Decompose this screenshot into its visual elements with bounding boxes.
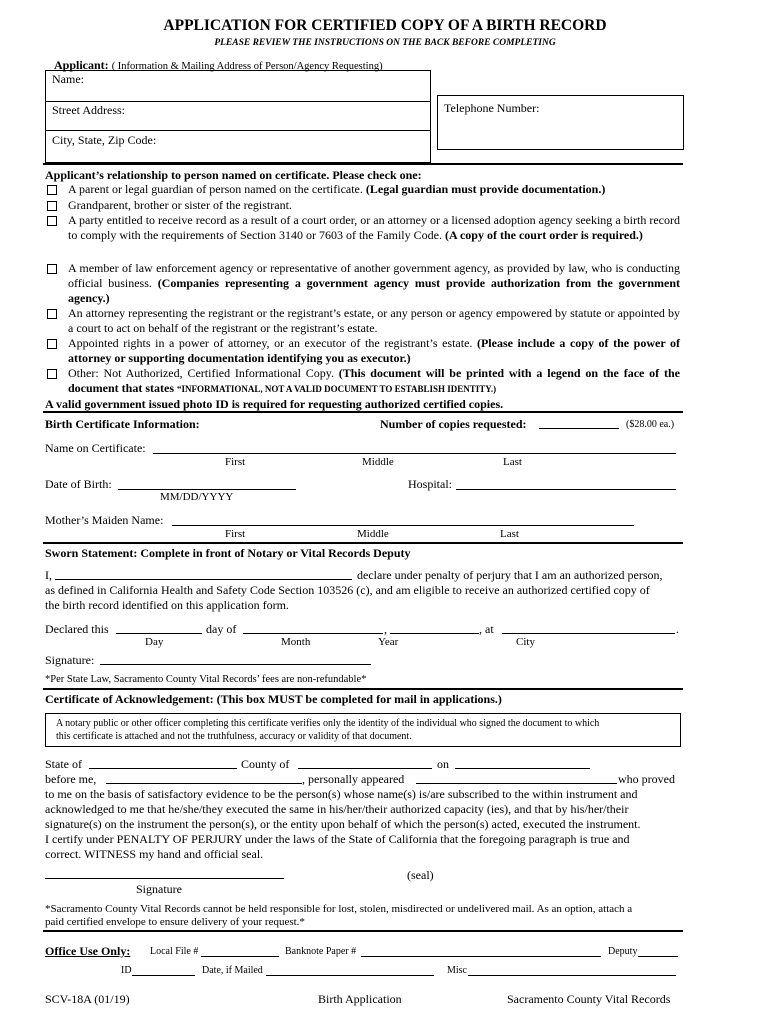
office-use-label: Office Use Only: [45, 944, 131, 958]
checkbox-option-law-enforcement[interactable] [47, 264, 57, 274]
birth-info-heading: Birth Certificate Information: [45, 417, 200, 431]
relationship-heading: Applicant’s relationship to person named on certificate. Please check one: [45, 168, 422, 182]
hospital-label: Hospital: [408, 477, 452, 491]
ack-body-5: correct. WITNESS my hand and official seal. [45, 847, 264, 861]
copies-label: Number of copies requested: [380, 417, 527, 431]
year-label: Year [378, 636, 399, 648]
checkbox-option-power-of-attorney[interactable] [47, 339, 57, 349]
form-number: SCV-18A (01/19) [45, 992, 130, 1006]
on-label: on [437, 757, 449, 771]
sworn-line-2: as defined in California Health and Safety Code Section 103526 (c), and am eligible to receive an authorized certified copy of [45, 583, 650, 597]
notary-signature-input[interactable] [45, 878, 284, 879]
banknote-label: Banknote Paper # [285, 946, 357, 957]
officer-input[interactable] [106, 783, 302, 784]
option-parent: A parent or legal guardian of person named on the certificate. (Legal guardian must provide documentation.) [68, 182, 606, 196]
name-on-certificate-label: Name on Certificate: [45, 441, 146, 455]
maiden-first-label: First [225, 528, 246, 540]
form-title: APPLICATION FOR CERTIFIED COPY OF A BIRTH RECORD [163, 17, 607, 34]
dob-input[interactable] [118, 489, 296, 490]
id-label: ID [121, 965, 132, 976]
banknote-input[interactable] [361, 956, 601, 957]
fees-note: *Per State Law, Sacramento County Vital Records’ fees are non-refundable* [45, 674, 367, 685]
checkbox-option-court-order[interactable] [47, 216, 57, 226]
dob-format: MM/DD/YYYY [160, 491, 234, 503]
maiden-label: Mother’s Maiden Name: [45, 513, 164, 527]
sworn-declare: declare under penalty of perjury that I am an authorized person, [357, 568, 663, 582]
deputy-label: Deputy [608, 946, 638, 957]
signature-input[interactable] [100, 664, 371, 665]
option-court-order: A party entitled to receive record as a result of a court order, or an attorney or a licensed adoption agency seeking a birth record to comply with the requirements of Section 3140 or 7603 of the Family Code. (A copy of the court order is required.) [68, 213, 680, 242]
day-label: Day [145, 636, 164, 648]
notary-note-2: this certificate is attached and not the truthfulness, accuracy or validity of that document. [56, 731, 412, 742]
checkbox-option-attorney[interactable] [47, 309, 57, 319]
option-attorney: An attorney representing the registrant or the registrant’s estate, or any person or agency empowered by statute or appointed by a court to act on behalf of the registrant or the registrant’s estate. [68, 306, 680, 335]
sworn-heading: Sworn Statement: Complete in front of Notary or Vital Records Deputy [45, 546, 411, 560]
first-label: First [225, 456, 246, 468]
middle-label: Middle [362, 456, 394, 468]
declared-month-input[interactable] [243, 633, 383, 634]
maiden-middle-label: Middle [357, 528, 389, 540]
local-file-label: Local File # [150, 946, 199, 957]
option-informational: Other: Not Authorized, Certified Informational Copy. (This document will be printed with a legend on the face of the document that states “INFORMATIONAL, NOT A VALID DOCUMENT TO ESTABLISH IDENTITY.) [68, 366, 680, 395]
hospital-input[interactable] [456, 489, 676, 490]
notary-note-1: A notary public or other officer completing this certificate verifies only the identity of the individual who signed the document to which [56, 718, 600, 729]
maiden-input[interactable] [172, 525, 634, 526]
comma: , [384, 622, 387, 636]
id-input[interactable] [132, 975, 195, 976]
personally-appeared-label: , personally appeared [302, 772, 405, 786]
telephone-label: Telephone Number: [444, 101, 540, 115]
declared-label: Declared this [45, 622, 109, 636]
last-label: Last [503, 456, 522, 468]
sworn-name-input[interactable] [55, 579, 352, 580]
ack-body-4: I certify under PENALTY OF PERJURY under the laws of the State of California that the foregoing paragraph is true and [45, 832, 630, 846]
local-file-input[interactable] [201, 956, 279, 957]
city-field[interactable]: City, State, Zip Code: [52, 133, 157, 147]
county-of-label: County of [241, 757, 290, 771]
on-date-input[interactable] [455, 768, 590, 769]
sworn-line-3: the birth record identified on this application form. [45, 598, 289, 612]
misc-input[interactable] [468, 975, 676, 976]
checkbox-option-grandparent[interactable] [47, 201, 57, 211]
state-of-label: State of [45, 757, 82, 771]
date-mailed-label: Date, if Mailed [202, 965, 263, 976]
maiden-last-label: Last [500, 528, 519, 540]
dob-label: Date of Birth: [45, 477, 112, 491]
declared-year-input[interactable] [390, 633, 479, 634]
month-label: Month [281, 636, 311, 648]
name-on-certificate-input[interactable] [153, 453, 676, 454]
period: . [676, 622, 679, 636]
form-subtitle: PLEASE REVIEW THE INSTRUCTIONS ON THE BACK BEFORE COMPLETING [214, 38, 556, 48]
option-law-enforcement: A member of law enforcement agency or representative of another government agency, as provided by law, who is conducting official business. (Companies representing a government agency must provide authorization from the government agency.) [68, 261, 680, 305]
misc-label: Misc [447, 965, 467, 976]
ack-body-1: to me on the basis of satisfactory evidence to be the person(s) whose name(s) is/are subscribed to the within instrument and [45, 787, 638, 801]
option-power-of-attorney: Appointed rights in a power of attorney, or an executor of the registrant’s estate. (Please include a copy of the power of attorney or supporting documentation identifying you as executor.) [68, 336, 680, 365]
name-field[interactable]: Name: [52, 72, 84, 86]
street-field[interactable]: Street Address: [52, 103, 125, 117]
signature-label: Signature: [45, 653, 95, 667]
seal-label: (seal) [407, 868, 434, 882]
ack-body-3: signature(s) on the instrument the person(s), or the entity upon behalf of which the person(s) acted, executed the instrument. [45, 817, 641, 831]
photo-id-notice: A valid government issued photo ID is required for requesting authorized certified copies. [45, 397, 504, 411]
checkbox-option-parent[interactable] [47, 185, 57, 195]
who-proved-label: who proved [618, 772, 675, 786]
county-input[interactable] [298, 768, 432, 769]
state-input[interactable] [89, 768, 237, 769]
declared-day-input[interactable] [116, 633, 202, 634]
fee-note: ($28.00 ea.) [626, 419, 675, 430]
sworn-i: I, [45, 568, 52, 582]
footer-right: Sacramento County Vital Records [507, 992, 671, 1006]
at-label: , at [479, 622, 494, 636]
option-grandparent: Grandparent, brother or sister of the registrant. [68, 198, 292, 212]
disclaimer-line-2: paid certified envelope to ensure delivery of your request.* [45, 916, 305, 928]
disclaimer-line-1: *Sacramento County Vital Records cannot be held responsible for lost, stolen, misdirected or undelivered mail. As an option, attach a [45, 903, 633, 915]
day-of-label: day of [206, 622, 237, 636]
acknowledgement-heading: Certificate of Acknowledgement: (This box MUST be completed for mail in applications.) [45, 692, 502, 706]
date-mailed-input[interactable] [266, 975, 434, 976]
city-label: City [516, 636, 535, 648]
checkbox-option-informational[interactable] [47, 369, 57, 379]
before-me-label: before me, [45, 772, 97, 786]
footer-center: Birth Application [318, 992, 402, 1006]
declared-city-input[interactable] [502, 633, 675, 634]
applicant-heading: Applicant: ( Information & Mailing Address of Person/Agency Requesting) [54, 58, 383, 72]
copies-input[interactable] [539, 428, 619, 429]
notary-signature-label: Signature [136, 882, 182, 896]
deputy-input[interactable] [638, 956, 678, 957]
appeared-input[interactable] [416, 783, 617, 784]
ack-body-2: acknowledged to me that he/she/they executed the same in his/her/their authorized capacity (ies), and that by his/her/their [45, 802, 629, 816]
